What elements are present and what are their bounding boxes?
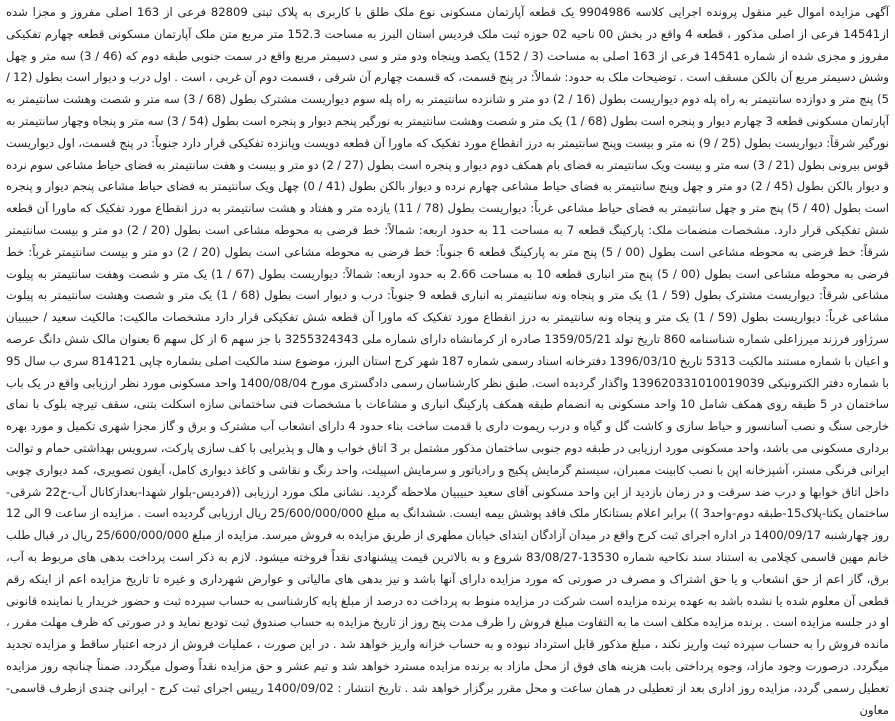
notice-body-text: آگهی مزایده اموال غیر منقول پرونده اجرایی کلاسه 9904986 یک قطعه آپارتمان مسکونی نوع ملک طلق با کاربری به پلاک ثبتی 82809 فرعی از 163 اصلی مفروز و مجزا شده از14541 فرعی از اصلی مذکور ، قطعه 4 واقع در بخش 00 ناحیه 02 حوزه ثبت ملک فردیس استان البرز به مساحت 152.3 متر مربع متن ملک آپارتمان مسکونی قطعه چهارم تفکیکی مفروز و مجزی شده از شماره 14541 فرعی از 163 اصلی به مساحت (3 / 152) یکصد وپنجاه ودو متر و سی دسیمتر مربع واقع در سمت جنوبی طبقه دوم که (46 / 3) سه متر و چهل وشش دسیمتر مربع آن بالکن مسقف است . توضیحات ملک به حدود: شمالاً: در پنج قسمت، که قسمت چهارم آن شرقی ، قسمت دوم آن غربی ، است . اول درب و دیوار است بطول (12 / 5) پنج متر و دوازده سانتیمتر به راه پله دوم دیواریست بطول (16 / 2) دو متر و شانزده سانتیمتر به راه پله سوم دیواریست مشترک بطول (68 / 3) سه متر و شصت وهشت سانتیمتر به آپارتمان مسکونی قطعه 3 چهارم دیوار و پنجره است بطول (68 / 1) یک متر و شصت وهشت سانتیمتر به نورگیر پنجم دیوار و پنجره است بطول (54 / 3) سه متر و پنجاه وچهار سانتیمتر به نورگیر شرقاً: دیواریست بطول (25 / 9) نه متر و بیست وپنج سانتیمتر به درز انقطاع مورد تفکیک که ماورا آن قطعه دویست وپانزده تفکیکی قرار دارد جنوباً: در پنج قسمت، اول دیواریست قوس بیرونی بطول (21 / 3) سه متر و بیست ویک سانتیمتر به فضای بام همکف دوم دیوار و پنجره است بطول (27 / 2) دو متر و بیست و هفت سانتیمتر به فضای حیاط مشاعی سوم نرده و دیوار بالکن بطول (45 / 2) دو متر و چهل وپنج سانتیمتر به فضای حیاط مشاعی چهارم نرده و دیوار بالکن بطول (41 / 0) چهل ویک سانتیمتر به فضای حیاط مشاعی پنجم دیوار و پنجره است بطول (40 / 5) پنج متر و چهل سانتیمتر به فضای حیاط مشاعی غرباً: دیواریست بطول (78 / 11) یازده متر و هفتاد و هشت سانتیمتر به درز انقطاع مورد تفکیک که ماورا آن قطعه شش تفکیکی قرار دارد. مشخصات منضمات ملک: پارکینگ قطعه 7 به مساحت 11 به حدود اربعه: شمالاً: خط فرضی به محوطه مشاعی است بطول (20 / 2) دو متر و بیست سانتیمتر شرقاً: خط فرضی به محوطه مشاعی است بطول (00 / 5) پنج متر به پارکینگ قطعه 6 جنوباً: خط فرضی به محوطه مشاعی است بطول (20 / 2) دو متر و بیست سانتیمتر غرباً: خط فرضی به محوطه مشاعی است بطول (00 / 5) پنج متر انباری قطعه 10 به مساحت 2.66 به حدود اربعه: شمالاً: دیواریست بطول (67 / 1) یک متر و شصت وهفت سانتیمتر به پیلوت مشاعی شرقاً: دیواریست مشترک بطول (59 / 1) یک متر و پنجاه ونه سانتیمتر به انباری قطعه 9 جنوباً: درب و دیوار است بطول (68 / 1) یک متر و شصت وهشت سانتیمتر به پیلوت مشاعی غرباً: دیواریست بطول (59 / 1) یک متر و پنجاه ونه سانتیمتر به درز انقطاع مورد تفکیک که ماورا آن قطعه شش تفکیکی قرار دارد مشخصات مالکیت: مالکیت سعید / حبیبیان سرژاور فرزند میرزاعلی شماره شناسنامه 860 تاریخ تولد 1359/05/21 صادره از کرمانشاه دارای شماره ملی 3255324343 با جز سهم 6 از کل سهم 6 بعنوان مالک شش دانگ عرصه و اعیان با شماره مستند مالکیت 5313 تاریخ 1396/03/10 دفترخانه اسناد رسمی شماره 187 شهر کرج استان البرز، موضوع سند مالکیت اصلی بشماره چاپی 814121 سری ب سال 95 با شماره دفتر الکترونیکی 139620331010019039 واگذار گردیده است. طبق نظر کارشناسان رسمی دادگستری مورخ 1400/08/04 واحد مسکونی مورد نظر ارزیابی واقع در یک باب ساختمان در 5 طبقه روی همکف شامل 10 واحد مسکونی به انضمام طبقه همکف پارکینگ انباری و مشاعات با مشخصات فنی ساختمانی سازه اسکلت بتنی، سقف تیرچه بلوک با نمای خارجی سنگ و نصب آسانسور و حیاط سازی و کاشت گل و گیاه و درب ریموت داری با قدمت ساخت بناء حدود 4 دارای انشعاب آب مشترک و برق و گاز مجزا شهری تکمیل و مورد بهره برداری مسکونی می باشد، واحد مسکونی مورد ارزیابی در طبقه دوم جنوبی ساختمان مذکور مشتمل بر 3 اتاق خواب و هال و پذیرایی با کف سازی پارکت، سرویس بهداشتی حمام و توالت ایرانی فرنگی مستر، آشپزخانه اپن با نصب کابینت ممبران، سیستم گرمایش پکیج و رادیاتور و سرمایش اسپیلت، واحد رنگ و نقاشی و کاغذ دیواری کامل، آیفون تصویری، کمد دیواری چوبی داخل اتاق خوابها و درب ضد سرقت و در زمان بازدید از این واحد مسکونی آقای سعید حبیبیان ملاحظه گردید. نشانی ملک مورد ارزیابی ((فردیس-بلوار شهدا-بعدازکانال آب-خ22 شرقی-ساختمان یکتا-پلاک15-طبقه دوم-واحد3 )) برابر اعلام بستانکار ملک فاقد پوشش بیمه ایست. ششدانگ به مبلغ 25/600/000/000 ریال ارزیابی گردیده است . مزایده از ساعت 9 الی 12 روز چهارشنبه 1400/09/17 در اداره اجرای ثبت کرج واقع در میدان آزادگان ابتدای خیابان مطهری از طریق مزایده به فروش میرسد. مزایده از مبلغ 25/600/000/000 ریال در قبال طلب خانم مهین قاسمی کچلامی به استناد سند نکاحیه شماره 13530-83/08/27 شروع و به بالاترین قیمت پیشنهادی نقداً فروخته میشود. لازم به ذکر است پرداخت بدهی های مربوط به آب، برق، گاز اعم از حق انشعاب و یا حق اشتراک و مصرف در صورتی که مورد مزایده دارای آنها باشد و نیز بدهی های مالیاتی و عوارض شهرداری و غیره تا تاریخ مزایده اعم از اینکه رقم قطعی آن معلوم شده یا نشده باشد به عهده برنده مزایده است شرکت در مزایده منوط به پرداخت ده درصد از مبلغ پایه کارشناسی به حساب سپرده ثبت و حضور خریدار یا نماینده قانونی او در جلسه مزایده است . برنده مزایده مکلف است ما به التفاوت مبلغ فروش را ظرف مدت پنج روز از تاریخ مزایده به حساب صندوق ثبت تودیع نماید و در صورتی که ظرف مهلت مقرر ، مانده فروش را به حساب سپرده ثبت واریز نکند ، مبلغ مذکور قابل استرداد نبوده و به حساب خزانه واریز خواهد شد . در این صورت ، عملیات فروش از درجه اعتبار ساقط و مزایده تجدید میگردد. درصورت وجود مازاد، وجوه پرداختی بابت هزینه های فوق از محل مازاد به برنده مزایده مسترد خواهد شد و تیم عشر و حق مزایده نقداً وصول میگردد. ضمناً چنانچه روز مزایده تعطیل رسمی گردد، مزایده روز اداری بعد از تعطیلی در همان ساعت و محل مقرر برگزار خواهد شد . تاریخ انتشار : 1400/09/02 رییس اجرای ثبت کرج - ایرانی [6, 5, 890, 695]
auction-notice [6, 2, 890, 717]
notice-signature: چندی ازطرف قاسمی-معاون [6, 680, 889, 717]
